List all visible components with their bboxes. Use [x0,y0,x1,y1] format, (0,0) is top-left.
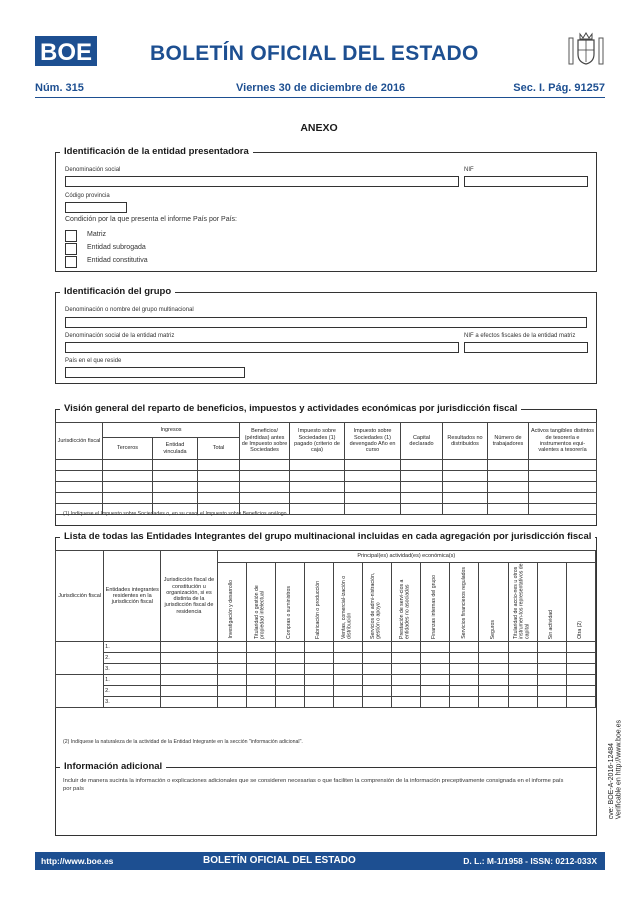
entity-cell[interactable] [333,642,362,653]
additional-info-text: Incluir de manera sucinta la información o explicaciones adicionales que se consideren necesarias o que faciliten la comprensión de la información preceptivamente consignada en el informe país por país [63,778,564,792]
activity-header [479,563,508,642]
entity-cell[interactable] [304,686,333,697]
entity-row [56,642,596,653]
section-group-title: Identificación del grupo [60,285,175,298]
entity-cell[interactable] [479,664,508,675]
activity-label: Investigación y desarrollo [227,580,234,639]
entity-cell[interactable] [161,675,217,686]
entity-cell[interactable] [161,697,217,708]
entity-cell[interactable] [450,642,479,653]
activity-label: Servicios de admi-nistración, gestión o apoyo [370,572,383,639]
activity-label: Ventas, comercial-ización o distribución [341,575,353,639]
page-title: BOLETÍN OFICIAL DEL ESTADO [150,42,479,65]
overview-cell[interactable] [488,504,529,515]
entity-cell[interactable] [421,697,450,708]
entity-cell[interactable] [275,664,304,675]
denominacion-grupo-field[interactable] [65,317,587,328]
entity-cell[interactable] [392,653,421,664]
entity-cell[interactable] [537,642,566,653]
overview-cell[interactable] [529,471,597,482]
section-entity-title: Identificación de la entidad presentadora [60,145,253,158]
col-ent-entidades: Entidades integrantes residentes en la jurisdicción fiscal [104,551,161,642]
col-ingresos: Ingresos [103,423,240,438]
entity-cell[interactable] [304,653,333,664]
entity-cell[interactable] [479,686,508,697]
section-overview-title: Visión general del reparto de beneficios, impuestos y actividades económicas por jurisdicción fiscal [60,402,521,415]
entity-cell[interactable] [246,686,275,697]
checkbox-entidad-constitutiva[interactable] [65,256,77,268]
overview-cell[interactable] [103,460,153,471]
entity-row [56,653,596,664]
overview-cell[interactable] [401,460,443,471]
overview-row [56,460,597,471]
entity-cell[interactable] [508,697,537,708]
entities-table [55,550,596,708]
entity-cell[interactable] [217,653,246,664]
col-total: Total [198,438,240,460]
entity-cell[interactable] [246,675,275,686]
entity-row-number[interactable]: 1. [104,675,161,686]
overview-cell[interactable] [153,493,198,504]
entity-cell[interactable] [161,642,217,653]
entity-cell[interactable] [450,697,479,708]
activity-label: Otra (2) [576,621,583,639]
activity-header [304,563,333,642]
col-ent-principales: Principal(es) actividad(es) económica(s) [217,551,595,563]
activity-header [392,563,421,642]
overview-cell[interactable] [198,460,240,471]
entity-row-number[interactable]: 2. [104,653,161,664]
overview-cell[interactable] [529,460,597,471]
overview-cell[interactable] [198,493,240,504]
col-activos: Activos tangibles distintos de tesorería e instrumentos equi-valentes a tesorería [529,423,597,460]
activity-label: Servicios financieros regulados [460,567,467,639]
entity-cell[interactable] [508,686,537,697]
entity-cell[interactable] [363,653,392,664]
label-denominacion-matriz: Denominación social de la entidad matriz [65,333,175,339]
activity-header [275,563,304,642]
entity-cell[interactable] [392,675,421,686]
overview-cell[interactable] [198,471,240,482]
overview-cell[interactable] [56,460,103,471]
entity-cell[interactable] [450,664,479,675]
entity-row-number[interactable]: 2. [104,686,161,697]
overview-cell[interactable] [529,482,597,493]
entity-cell[interactable] [421,675,450,686]
entity-cell[interactable] [363,642,392,653]
activity-label: Seguros [489,619,496,639]
overview-cell[interactable] [103,482,153,493]
section-entities-title: Lista de todas las Entidades Integrantes del grupo multinacional incluidas en cada agregación por jurisdicción fiscal [60,530,595,543]
annex-title: ANEXO [300,122,338,134]
entity-row-number[interactable]: 3. [104,697,161,708]
overview-cell[interactable] [345,482,401,493]
label-denominacion-social: Denominación social [65,167,121,173]
activity-label: Titularidad o gestión de propiedad intelectual [253,585,266,639]
entity-cell[interactable] [537,686,566,697]
entity-jurisdiction-cell[interactable] [56,642,104,675]
col-resultados: Resultados no distribuidos [443,423,488,460]
col-impuesto-pagado: Impuesto sobre Sociedades (1) pagado (criterio de caja) [290,423,345,460]
overview-cell[interactable] [345,493,401,504]
entity-cell[interactable] [421,642,450,653]
entity-cell[interactable] [246,697,275,708]
entity-cell[interactable] [537,697,566,708]
overview-cell[interactable] [443,460,488,471]
overview-cell[interactable] [488,471,529,482]
entity-cell[interactable] [421,664,450,675]
overview-cell[interactable] [345,504,401,515]
overview-row [56,482,597,493]
col-capital: Capital declarado [401,423,443,460]
label-nif: NIF [464,167,474,173]
activity-header [566,563,595,642]
overview-row [56,493,597,504]
entity-cell[interactable] [363,686,392,697]
overview-cell[interactable] [290,504,345,515]
col-beneficios: Beneficios/ (pérdidas) antes de Impuesto sobre Sociedades [240,423,290,460]
entity-cell[interactable] [333,653,362,664]
col-terceros: Terceros [103,438,153,460]
entity-cell[interactable] [508,642,537,653]
entity-cell[interactable] [304,664,333,675]
entity-cell[interactable] [450,686,479,697]
entity-cell[interactable] [537,653,566,664]
entity-cell[interactable] [508,675,537,686]
overview-cell[interactable] [290,482,345,493]
col-impuesto-devengado: Impuesto sobre Sociedades (1) devengado Año en curso [345,423,401,460]
overview-cell[interactable] [443,471,488,482]
codigo-provincia-field[interactable] [65,202,127,213]
footer-title: BOLETÍN OFICIAL DEL ESTADO [203,855,356,866]
option-matriz: Matriz [87,231,107,238]
section-page: Sec. I. Pág. 91257 [513,82,605,94]
entity-cell[interactable] [246,664,275,675]
label-codigo-provincia: Código provincia [65,193,110,199]
entity-row [56,664,596,675]
entity-row [56,675,596,686]
entity-row-number[interactable]: 3. [104,664,161,675]
activity-header [450,563,479,642]
entity-cell[interactable] [275,686,304,697]
overview-cell[interactable] [443,482,488,493]
overview-cell[interactable] [401,471,443,482]
entity-cell[interactable] [275,653,304,664]
activity-header [217,563,246,642]
verify-link[interactable]: Verificable en http://www.boe.es [615,720,623,820]
issue-date: Viernes 30 de diciembre de 2016 [236,82,406,94]
section-additional-title: Información adicional [60,760,166,773]
entities-footnote: (2) Indíquese la naturaleza de la actividad de la Entidad Integrante en la sección "información adicional". [63,739,303,745]
entity-cell[interactable] [275,642,304,653]
overview-cell[interactable] [153,460,198,471]
footer-bar [35,852,605,870]
entity-cell[interactable] [217,664,246,675]
overview-cell[interactable] [56,471,103,482]
overview-cell[interactable] [488,460,529,471]
section-entity-box [55,152,597,272]
logo-text: BOE [39,39,93,66]
label-condicion: Condición por la que presenta el informe País por País: [65,216,237,223]
activity-header [421,563,450,642]
col-trabajadores: Número de trabajadores [488,423,529,460]
footer-legal: D. L.: M-1/1958 - ISSN: 0212-033X [463,856,597,866]
cve-code: cve: BOE-A-2016-12484 [608,742,615,820]
entity-cell[interactable] [421,653,450,664]
activity-label: Titularidad de accio-nes u otros instrumen-tos representativos de capital [512,563,531,639]
overview-cell[interactable] [401,493,443,504]
entity-cell[interactable] [566,686,595,697]
activity-label: Sin actividad [547,609,554,639]
overview-cell[interactable] [443,493,488,504]
overview-cell[interactable] [56,482,103,493]
entity-cell[interactable] [304,642,333,653]
entity-cell[interactable] [566,664,595,675]
activity-header [508,563,537,642]
denominacion-social-field[interactable] [65,176,459,187]
entity-cell[interactable] [161,664,217,675]
overview-row [56,471,597,482]
verification-stamp [608,720,623,819]
entity-cell[interactable] [217,642,246,653]
entity-cell[interactable] [363,697,392,708]
label-pais: País en el que reside [65,358,122,364]
overview-cell[interactable] [198,482,240,493]
overview-cell[interactable] [443,504,488,515]
activity-label: Compras o suministros [285,585,292,639]
entity-cell[interactable] [363,675,392,686]
entity-cell[interactable] [392,664,421,675]
entity-cell[interactable] [392,686,421,697]
entity-cell[interactable] [537,664,566,675]
overview-cell[interactable] [103,493,153,504]
entity-cell[interactable] [275,697,304,708]
entity-row [56,686,596,697]
overview-cell[interactable] [290,471,345,482]
option-entidad-constitutiva: Entidad constitutiva [87,257,148,264]
entity-row [56,697,596,708]
entity-cell[interactable] [392,697,421,708]
overview-cell[interactable] [401,504,443,515]
issue-number: Núm. 315 [35,82,84,94]
entity-cell[interactable] [246,642,275,653]
overview-table [55,422,597,515]
entity-cell[interactable] [333,697,362,708]
entity-cell[interactable] [566,675,595,686]
denominacion-matriz-field[interactable] [65,342,459,353]
entity-cell[interactable] [304,675,333,686]
entity-cell[interactable] [161,686,217,697]
entity-cell[interactable] [333,686,362,697]
entity-cell[interactable] [333,675,362,686]
entity-cell[interactable] [217,686,246,697]
entity-cell[interactable] [479,675,508,686]
entity-cell[interactable] [450,653,479,664]
boe-logo [35,36,97,66]
overview-cell[interactable] [529,504,597,515]
coat-of-arms-icon [566,30,606,70]
footer-url[interactable]: http://www.boe.es [41,856,114,866]
col-jurisdiccion: Jurisdicción fiscal [56,423,103,460]
col-ent-constitucion: Jurisdicción fiscal de constitución u organización, si es distinta de la jurisdicción fiscal de residencia [161,551,217,642]
overview-cell[interactable] [240,471,290,482]
entity-cell[interactable] [508,664,537,675]
entity-cell[interactable] [246,653,275,664]
label-nif-matriz: NIF a efectos fiscales de la entidad matriz [464,333,576,339]
entity-row-number[interactable]: 1. [104,642,161,653]
entity-cell[interactable] [537,675,566,686]
entity-cell[interactable] [275,675,304,686]
col-entidad-vinculada: Entidad vinculada [153,438,198,460]
activity-header [363,563,392,642]
entity-cell[interactable] [566,697,595,708]
entity-cell[interactable] [217,697,246,708]
overview-cell[interactable] [153,471,198,482]
entity-cell[interactable] [450,675,479,686]
entity-cell[interactable] [392,642,421,653]
checkbox-matriz[interactable] [65,230,77,242]
col-ent-jurisdiccion: Jurisdicción fiscal [56,551,104,642]
activity-label: Finanzas internas del grupo [431,574,438,639]
overview-cell[interactable] [240,460,290,471]
entity-cell[interactable] [304,697,333,708]
activity-header [333,563,362,642]
entity-cell[interactable] [363,664,392,675]
checkbox-entidad-subrogada[interactable] [65,243,77,255]
entity-jurisdiction-cell[interactable] [56,675,104,708]
entity-cell[interactable] [508,653,537,664]
nif-matriz-field[interactable] [464,342,588,353]
activity-label: Fabricación o producción [315,581,322,639]
overview-cell[interactable] [56,493,103,504]
option-entidad-subrogada: Entidad subrogada [87,244,146,251]
overview-cell[interactable] [103,471,153,482]
activity-header [246,563,275,642]
entity-cell[interactable] [161,653,217,664]
overview-cell[interactable] [290,493,345,504]
overview-cell[interactable] [290,460,345,471]
entity-cell[interactable] [566,642,595,653]
overview-cell[interactable] [488,482,529,493]
overview-cell[interactable] [529,493,597,504]
activity-header [537,563,566,642]
header-divider [35,97,605,98]
entity-cell[interactable] [421,686,450,697]
overview-cell[interactable] [240,482,290,493]
label-denominacion-grupo: Denominación o nombre del grupo multinacional [65,307,194,313]
pais-field[interactable] [65,367,245,378]
activity-label: Prestación de servi-cios a entidades no asociadas [399,579,412,639]
entity-cell[interactable] [566,653,595,664]
overview-cell[interactable] [345,460,401,471]
entity-cell[interactable] [479,653,508,664]
nif-field[interactable] [464,176,588,187]
entity-cell[interactable] [217,675,246,686]
entity-cell[interactable] [333,664,362,675]
overview-cell[interactable] [401,482,443,493]
overview-cell[interactable] [240,493,290,504]
overview-cell[interactable] [488,493,529,504]
overview-footnote: (1) Indíquese el Impuesto sobre Sociedades o, en su caso, el Impuesto sobre Beneficios análogo. [63,511,288,517]
entity-cell[interactable] [479,697,508,708]
overview-cell[interactable] [153,482,198,493]
overview-cell[interactable] [345,471,401,482]
entity-cell[interactable] [479,642,508,653]
